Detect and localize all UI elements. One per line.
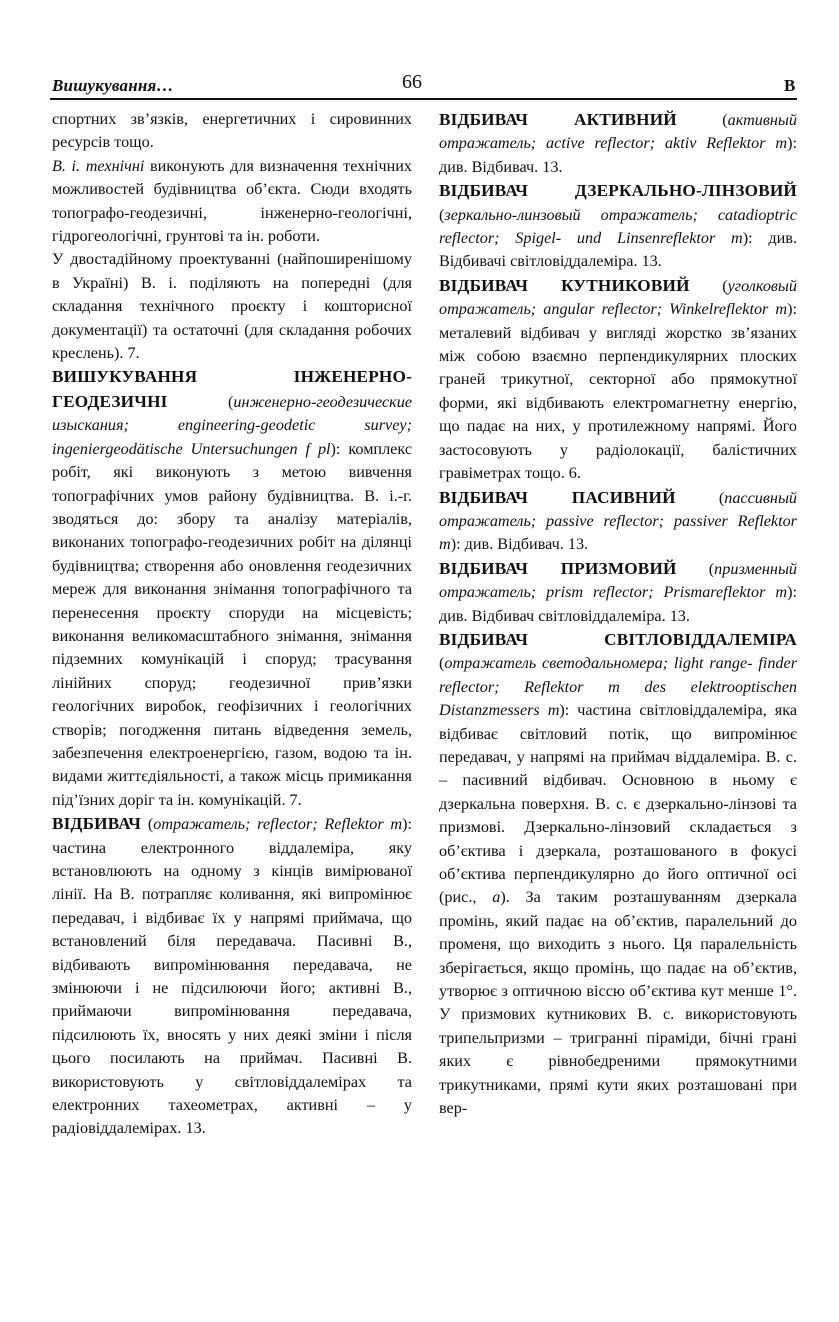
entry-text: ): див. Відбивач. 13. bbox=[450, 535, 589, 554]
dictionary-entry bbox=[52, 248, 412, 365]
entry-text: ( bbox=[141, 815, 154, 834]
dictionary-entry bbox=[52, 365, 412, 812]
equivalents: активный отражатель; active reflector; aktiv Reflektor m bbox=[439, 111, 797, 153]
entry-text: ): див. Відбивач світловіддалеміра. 13. bbox=[439, 583, 797, 625]
equivalents: инженерно-геодезические изыскания; engineering-geodetic survey; ingeniergeodätische Untersuchungen f pl bbox=[52, 392, 412, 458]
dictionary-entry bbox=[439, 628, 797, 1121]
entry-text: ( bbox=[439, 205, 445, 224]
right-column bbox=[439, 108, 797, 1120]
headword: ВІДБИВАЧ СВІТЛОВІДДАЛЕМІРА bbox=[439, 629, 797, 649]
entry-text: ( bbox=[676, 111, 728, 129]
running-head-right: В bbox=[784, 76, 796, 95]
dictionary-entry bbox=[439, 108, 797, 179]
entry-text: ( bbox=[676, 559, 715, 578]
headword: ВІДБИВАЧ ДЗЕРКАЛЬНО-ЛІНЗОВИЙ bbox=[439, 181, 797, 201]
equivalents: отражатель светодальномера; light range- finder reflector; Reflektor m des elektrooptischen Distanzmessers m bbox=[439, 654, 797, 720]
entry-text: ( bbox=[675, 488, 725, 507]
equivalents: уголковый отражатель; angular reflector; Winkelreflektor m bbox=[439, 276, 797, 319]
left-column bbox=[52, 108, 412, 1141]
entry-text: ): комплекс робіт, які виконують з метою вивчення топографічних умов району будівництва. В. і.-г. зводяться до: збору та аналізу матеріалів, виконаних топографо-геодезичних робіт на ділянці будівництва; створення або оновлення геодезичних мереж для виконання знімання топографічного та перенесення проєкту споруди на місцевість; виконання великомасштабного знімання, знімання підземних комунікацій і споруд; трасування лінійних споруд; геодезичної прив’язки геологічних виробок, геофізичних і геологічних створів; погодження питань відведення земель, забезпечення електроенергією, газом, водою та ін. видами життєдіяльності, а також місць примикання під’їзних доріг та ін. комунікацій. 7. bbox=[52, 439, 413, 809]
dictionary-entry bbox=[52, 812, 412, 1141]
equivalents: призменный отражатель; prism reflector; Prismareflektor m bbox=[439, 559, 797, 602]
equivalents: пассивный отражатель; passive reflector; passiver Reflektor m bbox=[439, 488, 797, 554]
headword: ВІДБИВАЧ ПРИЗМОВИЙ bbox=[439, 558, 677, 578]
equivalents: В. і. технічні bbox=[52, 156, 145, 175]
entry-text: ): металевий відбивач у вигляді жорстко зв’язаних між собою взаємно перпендикулярних плоских граней трикутної, секторної або прямокутної форми, які відбивають електромагнетну енергію, що падає на них, у протилежному напрямі. Його застосовують у радіолокації, балістичних гравіметрах тощо. 6. bbox=[439, 300, 797, 483]
headword: ВІДБИВАЧ КУТНИКОВИЙ bbox=[439, 275, 690, 295]
entry-text: ( bbox=[439, 654, 445, 673]
dictionary-entry bbox=[52, 108, 412, 155]
entry-text: спортних зв’язків, енергетичних і сировинних ресурсів тощо. bbox=[52, 110, 412, 152]
dictionary-entry bbox=[52, 155, 412, 249]
entry-text: ): частина електронного віддалеміра, яку встановлюють на одному з кінців вимірюваної лінії. На В. потрапляє коливання, які випромінює передавач, і відбиває їх у напрямі приймача, що встановлений біля передавача. Пасивні В., відбивають випромінювання передавача, не змінюючи і не підсилюючи його; активні В., приймаючи випромінювання передавача, підсилюють їх, вносять у них деякі зміни і після цього посилають на приймач. Пасивні В. використовують у світловіддалемірах та електронних тахеометрах, активні – у радіовіддалемірах. 13. bbox=[52, 815, 412, 1138]
headword: ВІДБИВАЧ ПАСИВНИЙ bbox=[439, 487, 676, 507]
dictionary-entry bbox=[439, 557, 797, 628]
dictionary-entry bbox=[439, 274, 797, 486]
headword: ВІДБИВАЧ bbox=[52, 814, 142, 834]
entry-text: ): див. Відбивач. 13. bbox=[439, 134, 797, 176]
entry-text: ): частина світловіддалеміра, яка відбиває світловий потік, що випромінює передавач, у напрямі на приймач віддалеміра. В. с. – пасивний відбивач. Основною в ньому є дзеркальна поверхня. В. с. є дзеркально-лінзові та призмові. Дзеркально-лінзовий складається з об’єктива і дзеркала, розташованого в фокусі об’єктива перпендикулярно до його оптичної осі (рис., bbox=[439, 701, 798, 907]
entry-text: ). За таким розташуванням дзеркала промінь, який падає на об’єктив, паралельний до променя, що виходить з нього. Ця паралельність зберігається, якщо промінь, що падає на об’єктив, утворює з оптичною віссю об’єктива кут менше 1°. У призмових кутникових В. с. використовують трипельпризми – тригранні піраміди, бічні грані яких є рівнобедреними прямокутними трикутниками, прямі кути яких розташовані при вер- bbox=[439, 888, 797, 1118]
equivalents: зеркально-линзовый отражатель; catadioptric reflector; Spigel- und Linsenreflektor m bbox=[439, 205, 797, 248]
entry-text: ): див. Відбивачі світловіддалеміра. 13. bbox=[439, 229, 797, 271]
dictionary-entry bbox=[439, 179, 797, 274]
equivalents: а bbox=[492, 888, 501, 907]
entry-text: ( bbox=[689, 276, 728, 295]
headword: ВІДБИВАЧ АКТИВНИЙ bbox=[439, 110, 677, 129]
dictionary-entry bbox=[439, 486, 797, 557]
entry-text: У двостадійному проектуванні (найпоширенішому в Україні) В. і. поділяють на попередні (для складання технічного проєкту і кошторисної документації) та остаточні (для складання робочих креслень). 7. bbox=[52, 250, 412, 363]
header-rule bbox=[50, 98, 797, 100]
running-head-left: Вишукування… bbox=[52, 76, 174, 95]
entry-text: виконують для визначення технічних можливостей будівництва об’єкта. Сюди входять топографо-геодезичні, інженерно-геологічні, гідрогеологічні, грунтові та ін. роботи. bbox=[52, 156, 412, 246]
entry-text: ( bbox=[167, 392, 234, 411]
headword: ВИШУКУВАННЯ ІНЖЕНЕРНО-ГЕОДЕЗИЧНІ bbox=[52, 367, 412, 411]
equivalents: отражатель; reflector; Reflektor m bbox=[153, 815, 403, 834]
page-number: 66 bbox=[402, 71, 422, 93]
